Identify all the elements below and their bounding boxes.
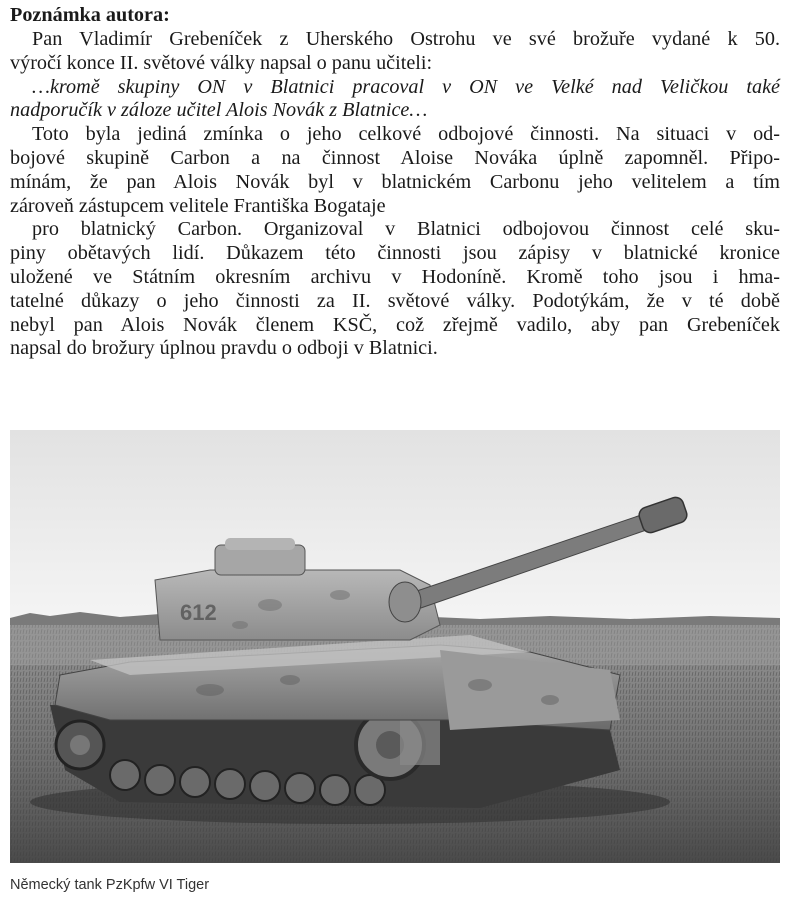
note-line-6: bojové skupině Carbon a na činnost Aloise Nováka úplně zapomněl. Připo- <box>10 146 780 169</box>
note-line-7: mínám, že pan Alois Novák byl v blatnickém Carbonu jeho velitelem a tím <box>10 170 780 193</box>
quote-line-1: …kromě skupiny ON v Blatnici pracoval v ON ve Velké nad Veličkou také <box>32 75 780 98</box>
tank-photo <box>10 430 780 863</box>
photo-caption: Německý tank PzKpfw VI Tiger <box>10 877 210 893</box>
note-line-8: zároveň zástupcem velitele Františka Bogataje <box>10 194 386 217</box>
note-line-14: napsal do brožury úplnou pravdu o odboji v Blatnici. <box>10 337 438 360</box>
quote-line-2: nadporučík v záloze učitel Alois Novák z Blatnice… <box>10 99 428 122</box>
note-line-13: nebyl pan Alois Novák členem KSČ, což zřejmě vadilo, aby pan Grebeníček <box>10 313 780 336</box>
note-line-1: Pan Vladimír Grebeníček z Uherského Ostrohu ve své brožuře vydané k 50. <box>32 28 780 50</box>
note-line-12: tatelné důkazy o jeho činnosti za II. světové války. Podotýkám, že v té době <box>10 289 780 312</box>
note-line-5: Toto byla jediná zmínka o jeho celkové odbojové činnosti. Na situaci v od- <box>32 123 780 146</box>
turret-marking: 612 <box>180 600 217 625</box>
note-line-10: piny obětavých lidí. Důkazem této činnosti jsou zápisy v blatnické kronice <box>10 242 780 265</box>
note-line-9: pro blatnický Carbon. Organizoval v Blatnici odbojovou činnost celé sku- <box>32 218 780 241</box>
author-note <box>10 4 780 361</box>
note-heading: Poznámka autora: <box>10 4 170 26</box>
note-line-11: uložené ve Státním okresním archivu v Hodoníně. Kromě toho jsou i hma- <box>10 265 780 288</box>
note-line-2: výročí konce II. světové války napsal o panu učiteli: <box>10 51 433 74</box>
tank-photo-svg <box>10 430 780 863</box>
